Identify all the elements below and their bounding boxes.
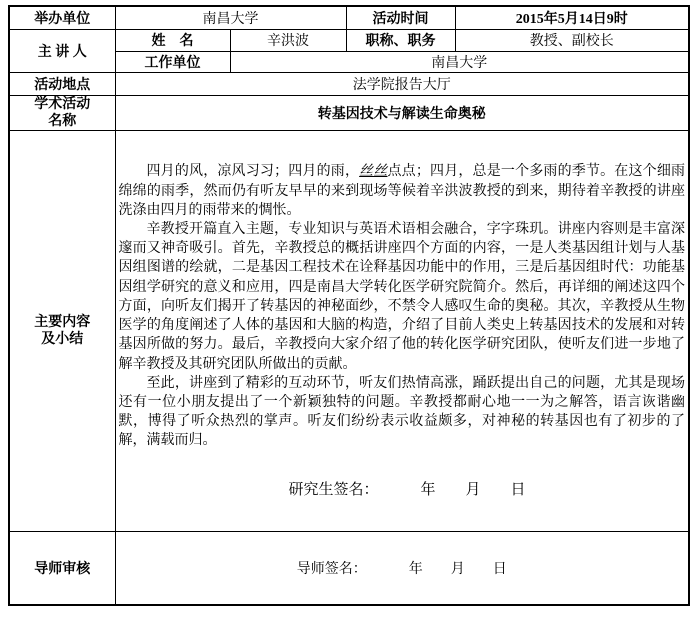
main-content-label-line2: 及小结 <box>41 331 84 347</box>
organizer-value: 南昌大学 <box>115 6 346 29</box>
time-label: 活动时间 <box>346 6 455 29</box>
tutor-signature-label: 导师签名： <box>296 561 367 577</box>
main-content-cell <box>115 130 689 531</box>
activity-name-label-line1: 学术活动 <box>34 96 91 112</box>
p1-emphasized-text: 丝丝 <box>359 164 388 180</box>
row-speaker-name <box>9 29 689 51</box>
activity-name-value: 转基因技术与解读生命奥秘 <box>115 95 689 130</box>
activity-name-label <box>9 95 115 130</box>
main-content-label-line1: 主要内容 <box>34 314 91 330</box>
name-value: 辛洪波 <box>230 29 346 51</box>
activity-name-label-line2: 名称 <box>48 113 77 129</box>
summary-paragraph-1 <box>119 162 686 220</box>
row-activity-name <box>9 95 689 130</box>
activity-record-table <box>8 5 690 606</box>
p1-text-a: 四月的风，凉风习习；四月的雨， <box>146 164 360 180</box>
row-tutor-review <box>9 531 689 605</box>
tutor-review-label: 导师审核 <box>9 531 115 605</box>
p1-text-b: 点点；四月，总是一个多雨的季节。在这个细雨绵绵的雨季，然而仍有听友早早的来到现场等候着辛洪波教授的到来，期待着辛教授的讲座洗涤由四月的雨带来的惆怅。 <box>118 164 686 218</box>
location-value: 法学院报告大厅 <box>115 72 689 95</box>
row-organizer-time <box>9 6 689 29</box>
row-location <box>9 72 689 95</box>
name-label: 姓 名 <box>115 29 230 51</box>
student-signature-line <box>119 478 686 499</box>
location-label: 活动地点 <box>9 72 115 95</box>
job-title-value: 教授、副校长 <box>455 29 689 51</box>
summary-paragraph-3: 至此，讲座到了精彩的互动环节，听友们热情高涨，踊跃提出自己的问题，尤其是现场还有一位小朋友提出了一个新颖独特的问题。辛教授都耐心地一一为之解答，语言诙谐幽默，博得了听众热烈的掌声。听友们纷纷表示收益颇多，对神秘的转基因也有了初步的了解，满载而归。 <box>118 375 685 449</box>
organizer-label: 举办单位 <box>9 6 115 29</box>
speaker-label: 主 讲 人 <box>9 29 115 72</box>
student-signature-label: 研究生签名： <box>288 481 379 498</box>
main-content-label <box>9 130 115 531</box>
job-title-label: 职称、职务 <box>346 29 455 51</box>
work-unit-value: 南昌大学 <box>230 51 689 72</box>
work-unit-label: 工作单位 <box>115 51 230 72</box>
tutor-signature-cell <box>115 531 689 605</box>
row-main-content <box>9 130 689 531</box>
tutor-signature-date-blanks: 年 月 日 <box>408 561 507 577</box>
time-value: 2015年5月14日9时 <box>455 6 689 29</box>
summary-paragraph-2: 辛教授开篇直入主题，专业知识与英语术语相会融合，字字珠玑。讲座内容则是丰富深邃而又神奇吸引。首先，辛教授总的概括讲座四个方面的内容，一是人类基因组计划与人基因组图谱的绘就，二是基因工程技术在诠释基因功能中的作用，三是后基因组时代：功能基因组学研究的意义和应用，四是南昌大学转化医学研究院简介。然后，再详细的阐述这四个方面，向听友们揭开了转基因的神秘面纱，不禁令人感叹生命的奥秘。其次，辛教授从生物医学的角度阐述了人体的基因和大脑的构造，介绍了目前人类史上转基因技术的发展和对转基因所做的努力。最后，辛教授向大家介绍了他的转化医学研究团队，使听友们进一步地了解辛教授及其研究团队所做出的贡献。 <box>118 222 685 372</box>
student-signature-date-blanks: 年 月 日 <box>420 481 526 498</box>
